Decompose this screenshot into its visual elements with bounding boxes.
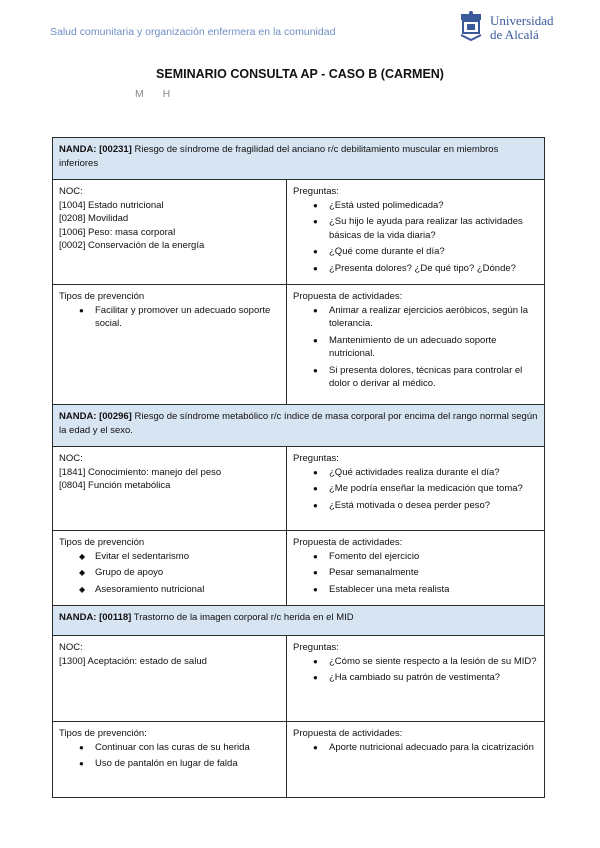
list-item: ● ¿Su hijo le ayuda para realizar las actividades básicas de la vida diaria? (313, 215, 539, 242)
course-header: Salud comunitaria y organización enfermera en la comunidad (50, 26, 336, 38)
list-item: ● Continuar con las curas de su herida (79, 741, 281, 755)
nanda-cell (53, 606, 545, 636)
list-item: ● ¿Cómo se siente respecto a la lesión de su MID? (313, 655, 539, 669)
list-item: ● Establecer una meta realista (313, 583, 539, 597)
noc-item: [0804] Función metabólica (59, 480, 171, 491)
noc-row (53, 447, 545, 531)
nanda-cell (53, 138, 545, 180)
list-item: ● ¿Ha cambiado su patrón de vestimenta? (313, 671, 539, 685)
list-item: ◆ Evitar el sedentarismo (79, 550, 281, 564)
list-item: ◆ Asesoramiento nutricional (79, 583, 281, 597)
logo-line2: de Alcalá (490, 27, 539, 42)
noc-item: [1006] Peso: masa corporal (59, 226, 176, 238)
nanda-text: Riesgo de síndrome metabólico r/c índice de masa corporal por encima del rango normal según la edad y el sexo. (59, 411, 538, 436)
preguntas-list (293, 466, 539, 513)
list-item: ● Facilitar y promover un adecuado soporte social. (79, 304, 281, 331)
noc-label: NOC: (59, 186, 83, 197)
list-item: ● Pesar semanalmente (313, 566, 539, 580)
noc-item: [1004] Estado nutricional (59, 199, 164, 211)
university-logo (458, 11, 568, 41)
care-plan-table (52, 137, 545, 798)
nanda-row (53, 405, 545, 447)
list-item: ● ¿Presenta dolores? ¿De qué tipo? ¿Dónde? (313, 262, 539, 276)
actividades-label: Propuesta de actividades: (293, 537, 403, 548)
preguntas-label: Preguntas: (293, 453, 339, 464)
list-item: ● Fomento del ejercicio (313, 550, 539, 564)
prevention-row (53, 285, 545, 405)
preguntas-cell (287, 447, 545, 531)
noc-cell (53, 180, 287, 285)
list-item: ● Uso de pantalón en lugar de falda (79, 757, 281, 771)
nanda-text: Trastorno de la imagen corporal r/c herida en el MID (131, 612, 354, 623)
nanda-code: NANDA: [00118] (59, 612, 132, 623)
prevencion-label: Tipos de prevención (59, 291, 145, 302)
actividades-list (293, 741, 539, 755)
preguntas-cell (287, 180, 545, 285)
actividades-list (293, 304, 539, 391)
prevention-row (53, 531, 545, 606)
prevencion-label: Tipos de prevención (59, 537, 145, 548)
nanda-cell (53, 405, 545, 447)
prevencion-cell (53, 531, 287, 606)
preguntas-label: Preguntas: (293, 186, 339, 197)
nanda-text: Riesgo de síndrome de fragilidad del anciano r/c debilitamiento muscular en miembros inferiores (59, 144, 499, 169)
preguntas-list (293, 655, 539, 685)
noc-cell (53, 447, 287, 531)
student-initials (135, 88, 185, 100)
actividades-label: Propuesta de actividades: (293, 728, 403, 739)
page-title: SEMINARIO CONSULTA AP - CASO B (CARMEN) (156, 67, 444, 81)
noc-label: NOC: (59, 453, 83, 464)
actividades-label: Propuesta de actividades: (293, 291, 403, 302)
nanda-code: NANDA: [00231] (59, 144, 132, 155)
preguntas-cell (287, 636, 545, 722)
list-item: ● ¿Qué come durante el día? (313, 245, 539, 259)
initial-1: M (135, 88, 145, 100)
nanda-row (53, 606, 545, 636)
noc-cell (53, 636, 287, 722)
list-item: ● Si presenta dolores, técnicas para controlar el dolor o derivar al médico. (313, 364, 539, 391)
prevencion-label: Tipos de prevención: (59, 728, 147, 739)
noc-item: [1300] Aceptación: estado de salud (59, 655, 207, 667)
prevencion-list (59, 550, 281, 597)
actividades-cell (287, 285, 545, 405)
list-item: ◆ Grupo de apoyo (79, 566, 281, 580)
prevention-row (53, 722, 545, 798)
list-item: ● ¿Está usted polimedicada? (313, 199, 539, 213)
noc-label: NOC: (59, 642, 83, 653)
noc-item: [1841] Conocimiento: manejo del peso (59, 466, 222, 478)
noc-row (53, 636, 545, 722)
list-item: ● Aporte nutricional adecuado para la cicatrización (313, 741, 539, 755)
nanda-code: NANDA: [00296] (59, 411, 132, 422)
prevencion-cell (53, 722, 287, 798)
initial-2: H (162, 88, 172, 100)
actividades-list (293, 550, 539, 597)
logo-line1: Universidad (490, 13, 554, 28)
noc-item: [0002] Conservación de la energía (59, 240, 205, 251)
list-item: ● Animar a realizar ejercicios aeróbicos, según la tolerancia. (313, 304, 539, 331)
noc-item: [0208] Movilidad (59, 213, 129, 224)
preguntas-label: Preguntas: (293, 642, 339, 653)
list-item: ● ¿Qué actividades realiza durante el día? (313, 466, 539, 480)
actividades-cell (287, 722, 545, 798)
prevencion-list (59, 304, 281, 331)
list-item: ● Mantenimiento de un adecuado soporte nutricional. (313, 334, 539, 361)
prevencion-list (59, 741, 281, 771)
university-crest-icon (458, 11, 484, 41)
preguntas-list (293, 199, 539, 276)
prevencion-cell (53, 285, 287, 405)
list-item: ● ¿Me podría enseñar la medicación que toma? (313, 482, 539, 496)
nanda-row (53, 138, 545, 180)
noc-row (53, 180, 545, 285)
list-item: ● ¿Está motivada o desea perder peso? (313, 499, 539, 513)
actividades-cell (287, 531, 545, 606)
